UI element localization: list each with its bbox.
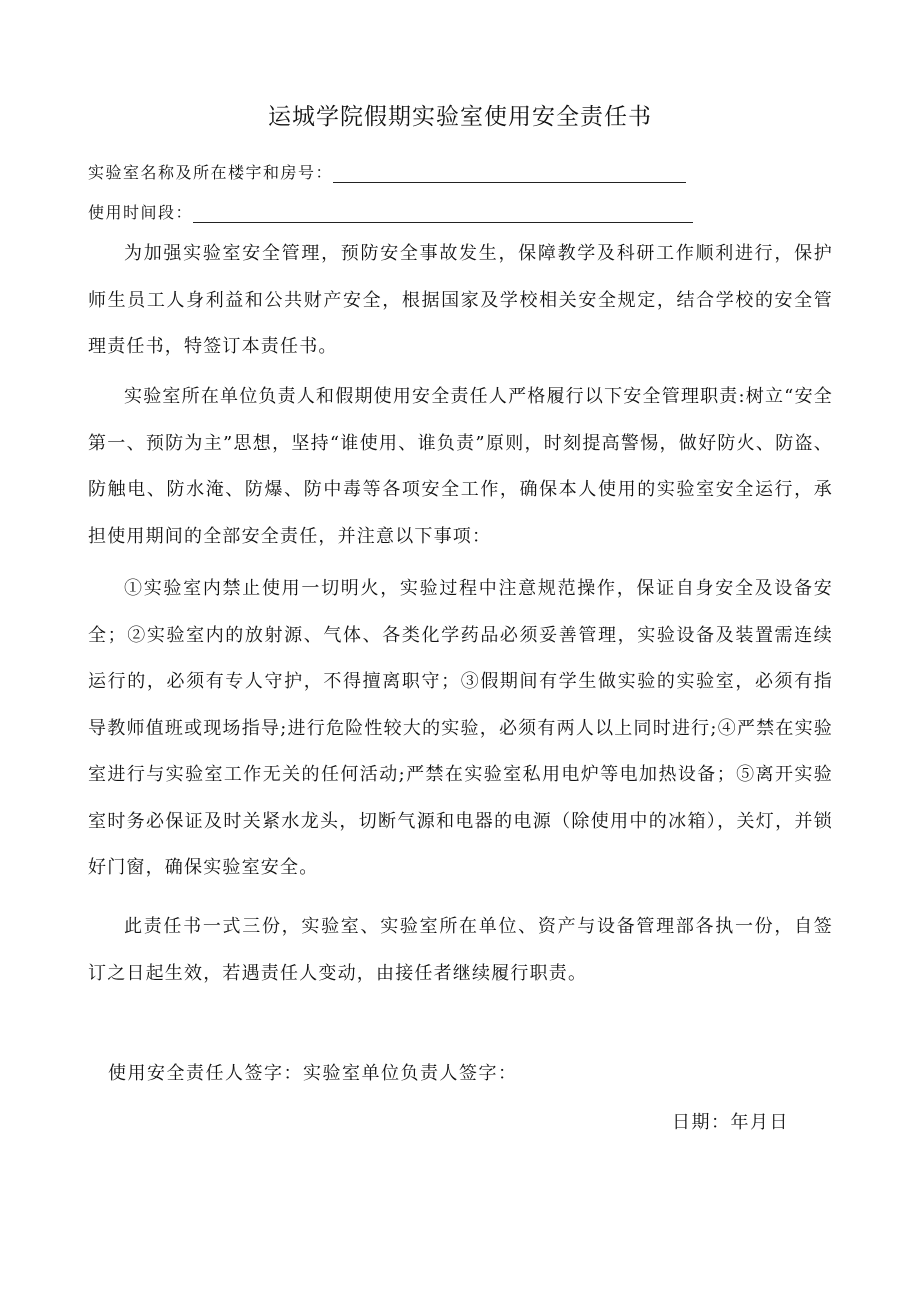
paragraph-responsibilities: 实验室所在单位负责人和假期使用安全责任人严格履行以下安全管理职责:树立“安全第一、预防为主”思想，坚持“谁使用、谁负责”原则，时刻提高警惕，做好防火、防盗、防触电、防水淹、防爆、防中毒等各项安全工作，确保本人使用的实验室安全运行，承担使用期间的全部安全责任，并注意以下事项：: [88, 386, 833, 547]
usage-period-field-row: [88, 200, 693, 223]
lab-name-field-row: [88, 160, 686, 183]
document-title: 运城学院假期实验室使用安全责任书: [268, 104, 652, 130]
lab-name-blank[interactable]: [333, 168, 686, 183]
usage-period-label: 使用时间段：: [88, 203, 194, 222]
date-line: 日期：年月日: [672, 1112, 789, 1133]
usage-period-blank[interactable]: [193, 208, 693, 223]
signature-line: 使用安全责任人签字：实验室单位负责人签字：: [108, 1063, 518, 1084]
lab-name-label: 实验室名称及所在楼宇和房号：: [88, 163, 334, 182]
paragraph-validity: 此责任书一式三份，实验室、实验室所在单位、资产与设备管理部各执一份，自签订之日起生效，若遇责任人变动，由接任者继续履行职责。: [88, 916, 833, 984]
paragraph-rules: ①实验室内禁止使用一切明火，实验过程中注意规范操作，保证自身安全及设备安全；②实验室内的放射源、气体、各类化学药品必须妥善管理，实验设备及装置需连续运行的，必须有专人守护，不得擅离职守；③假期间有学生做实验的实验室，必须有指导教师值班或现场指导;进行危险性较大的实验，必须有两人以上同时进行;④严禁在实验室进行与实验室工作无关的任何活动;严禁在实验室私用电炉等电加热设备；⑤离开实验室时务必保证及时关紧水龙头，切断气源和电器的电源（除使用中的冰箱），关灯，并锁好门窗，确保实验室安全。: [88, 578, 833, 878]
paragraph-purpose: 为加强实验室安全管理，预防安全事故发生，保障教学及科研工作顺利进行，保护师生员工人身利益和公共财产安全，根据国家及学校相关安全规定，结合学校的安全管理责任书，特签订本责任书。: [88, 243, 833, 357]
